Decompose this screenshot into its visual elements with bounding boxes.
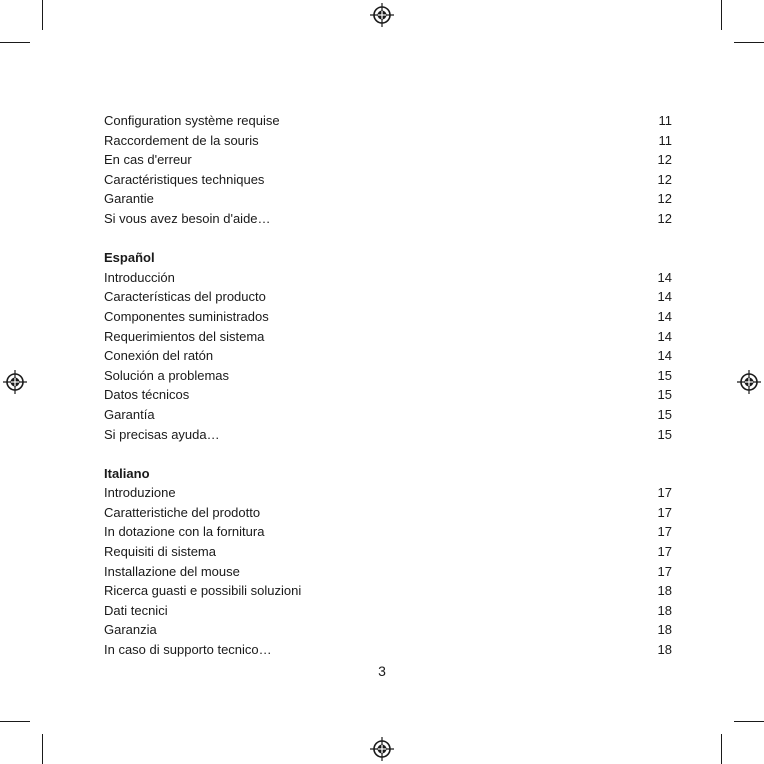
toc-entry: [104, 405, 672, 425]
toc-entry: [104, 209, 672, 229]
toc-entry-page: 15: [657, 387, 672, 403]
toc-entry-title: Dati tecnici: [104, 602, 168, 618]
crop-mark-top-right: [734, 42, 764, 43]
crop-mark-bottom-right: [721, 734, 722, 764]
crop-mark-top-right: [721, 0, 722, 30]
toc-entry-title: Introduzione: [104, 485, 176, 501]
toc-entry-title: Garantie: [104, 191, 154, 207]
toc-entry: [104, 522, 672, 542]
toc-entry-title: Requerimientos del sistema: [104, 328, 265, 344]
toc-entry: [104, 581, 672, 601]
toc-entry-page: 14: [657, 269, 672, 285]
toc-entry-title: Raccordement de la souris: [104, 132, 259, 148]
toc-entry-page: 11: [658, 132, 672, 148]
registration-mark-icon: [737, 370, 761, 394]
toc-entry-title: Solución a problemas: [104, 367, 230, 383]
toc-entry-page: 18: [657, 622, 672, 638]
toc-entry: [104, 601, 672, 621]
toc-entry: [104, 287, 672, 307]
toc-entry: [104, 268, 672, 288]
toc-entry-title: Garanzia: [104, 622, 157, 638]
toc-entry: [104, 385, 672, 405]
toc-group-spanish: [104, 248, 672, 444]
toc-entry-title: Características del producto: [104, 289, 266, 305]
crop-mark-bottom-left: [0, 721, 30, 722]
crop-mark-top-left: [0, 42, 30, 43]
page-number: 3: [378, 663, 386, 679]
toc-entry-page: 14: [657, 328, 672, 344]
toc-entry-title: Installazione del mouse: [104, 563, 240, 579]
toc-entry-title: Caratteristiche del prodotto: [104, 504, 261, 520]
toc-entry-page: 17: [657, 504, 672, 520]
toc-entry-title: Datos técnicos: [104, 387, 190, 403]
toc-entry: [104, 366, 672, 386]
toc-entry-page: 12: [657, 171, 672, 187]
toc-entry: [104, 170, 672, 190]
toc-entry-title: Introducción: [104, 269, 175, 285]
crop-mark-bottom-right: [734, 721, 764, 722]
toc-entry: [104, 620, 672, 640]
toc-entry: [104, 640, 672, 660]
toc-entry-title: Si precisas ayuda…: [104, 426, 220, 442]
toc-entry: [104, 542, 672, 562]
registration-mark-icon: [370, 3, 394, 27]
toc-entry: [104, 111, 672, 131]
toc-entry-page: 14: [657, 308, 672, 324]
toc-entry-title: Configuration système requise: [104, 113, 280, 128]
toc-entry-page: 17: [657, 524, 672, 540]
toc-entry-title: Conexión del ratón: [104, 348, 214, 364]
toc-entry: [104, 189, 672, 209]
toc-entry-title: Ricerca guasti e possibili soluzioni: [104, 583, 302, 599]
toc-entry-page: 11: [658, 113, 672, 128]
crop-mark-bottom-left: [42, 734, 43, 764]
toc-entry: [104, 483, 672, 503]
toc-entry-title: Si vous avez besoin d'aide…: [104, 210, 271, 226]
toc-group-french: [104, 111, 672, 229]
toc-entry: [104, 307, 672, 327]
toc-entry-page: 17: [657, 485, 672, 501]
toc-entry-title: In caso di supporto tecnico…: [104, 642, 272, 658]
toc-entry-page: 14: [657, 348, 672, 364]
table-of-contents: [104, 111, 672, 660]
toc-entry: [104, 327, 672, 347]
toc-entry-title: In dotazione con la fornitura: [104, 524, 265, 540]
toc-entry-page: 17: [657, 563, 672, 579]
toc-entry-page: 15: [657, 406, 672, 422]
toc-section-heading: Italiano: [104, 465, 150, 481]
crop-mark-top-left: [42, 0, 43, 30]
toc-entry-title: En cas d'erreur: [104, 152, 192, 168]
toc-entry: [104, 150, 672, 170]
toc-group-italian: [104, 464, 672, 660]
toc-entry: [104, 131, 672, 151]
toc-entry-page: 15: [657, 367, 672, 383]
toc-entry-page: 14: [657, 289, 672, 305]
registration-mark-icon: [3, 370, 27, 394]
toc-entry-page: 18: [657, 583, 672, 599]
toc-entry-page: 12: [657, 152, 672, 168]
toc-entry: [104, 346, 672, 366]
toc-entry-title: Requisiti di sistema: [104, 544, 216, 560]
toc-entry-page: 15: [657, 426, 672, 442]
toc-entry: [104, 503, 672, 523]
toc-entry-page: 12: [657, 191, 672, 207]
toc-section-heading: Español: [104, 250, 155, 266]
registration-mark-icon: [370, 737, 394, 761]
toc-entry: [104, 425, 672, 445]
toc-entry-page: 17: [657, 544, 672, 560]
toc-entry-page: 18: [657, 602, 672, 618]
toc-entry-page: 12: [657, 210, 672, 226]
toc-entry-page: 18: [657, 642, 672, 658]
toc-entry-title: Garantía: [104, 406, 155, 422]
toc-entry: [104, 562, 672, 582]
toc-entry-title: Componentes suministrados: [104, 308, 269, 324]
toc-entry-title: Caractéristiques techniques: [104, 171, 265, 187]
